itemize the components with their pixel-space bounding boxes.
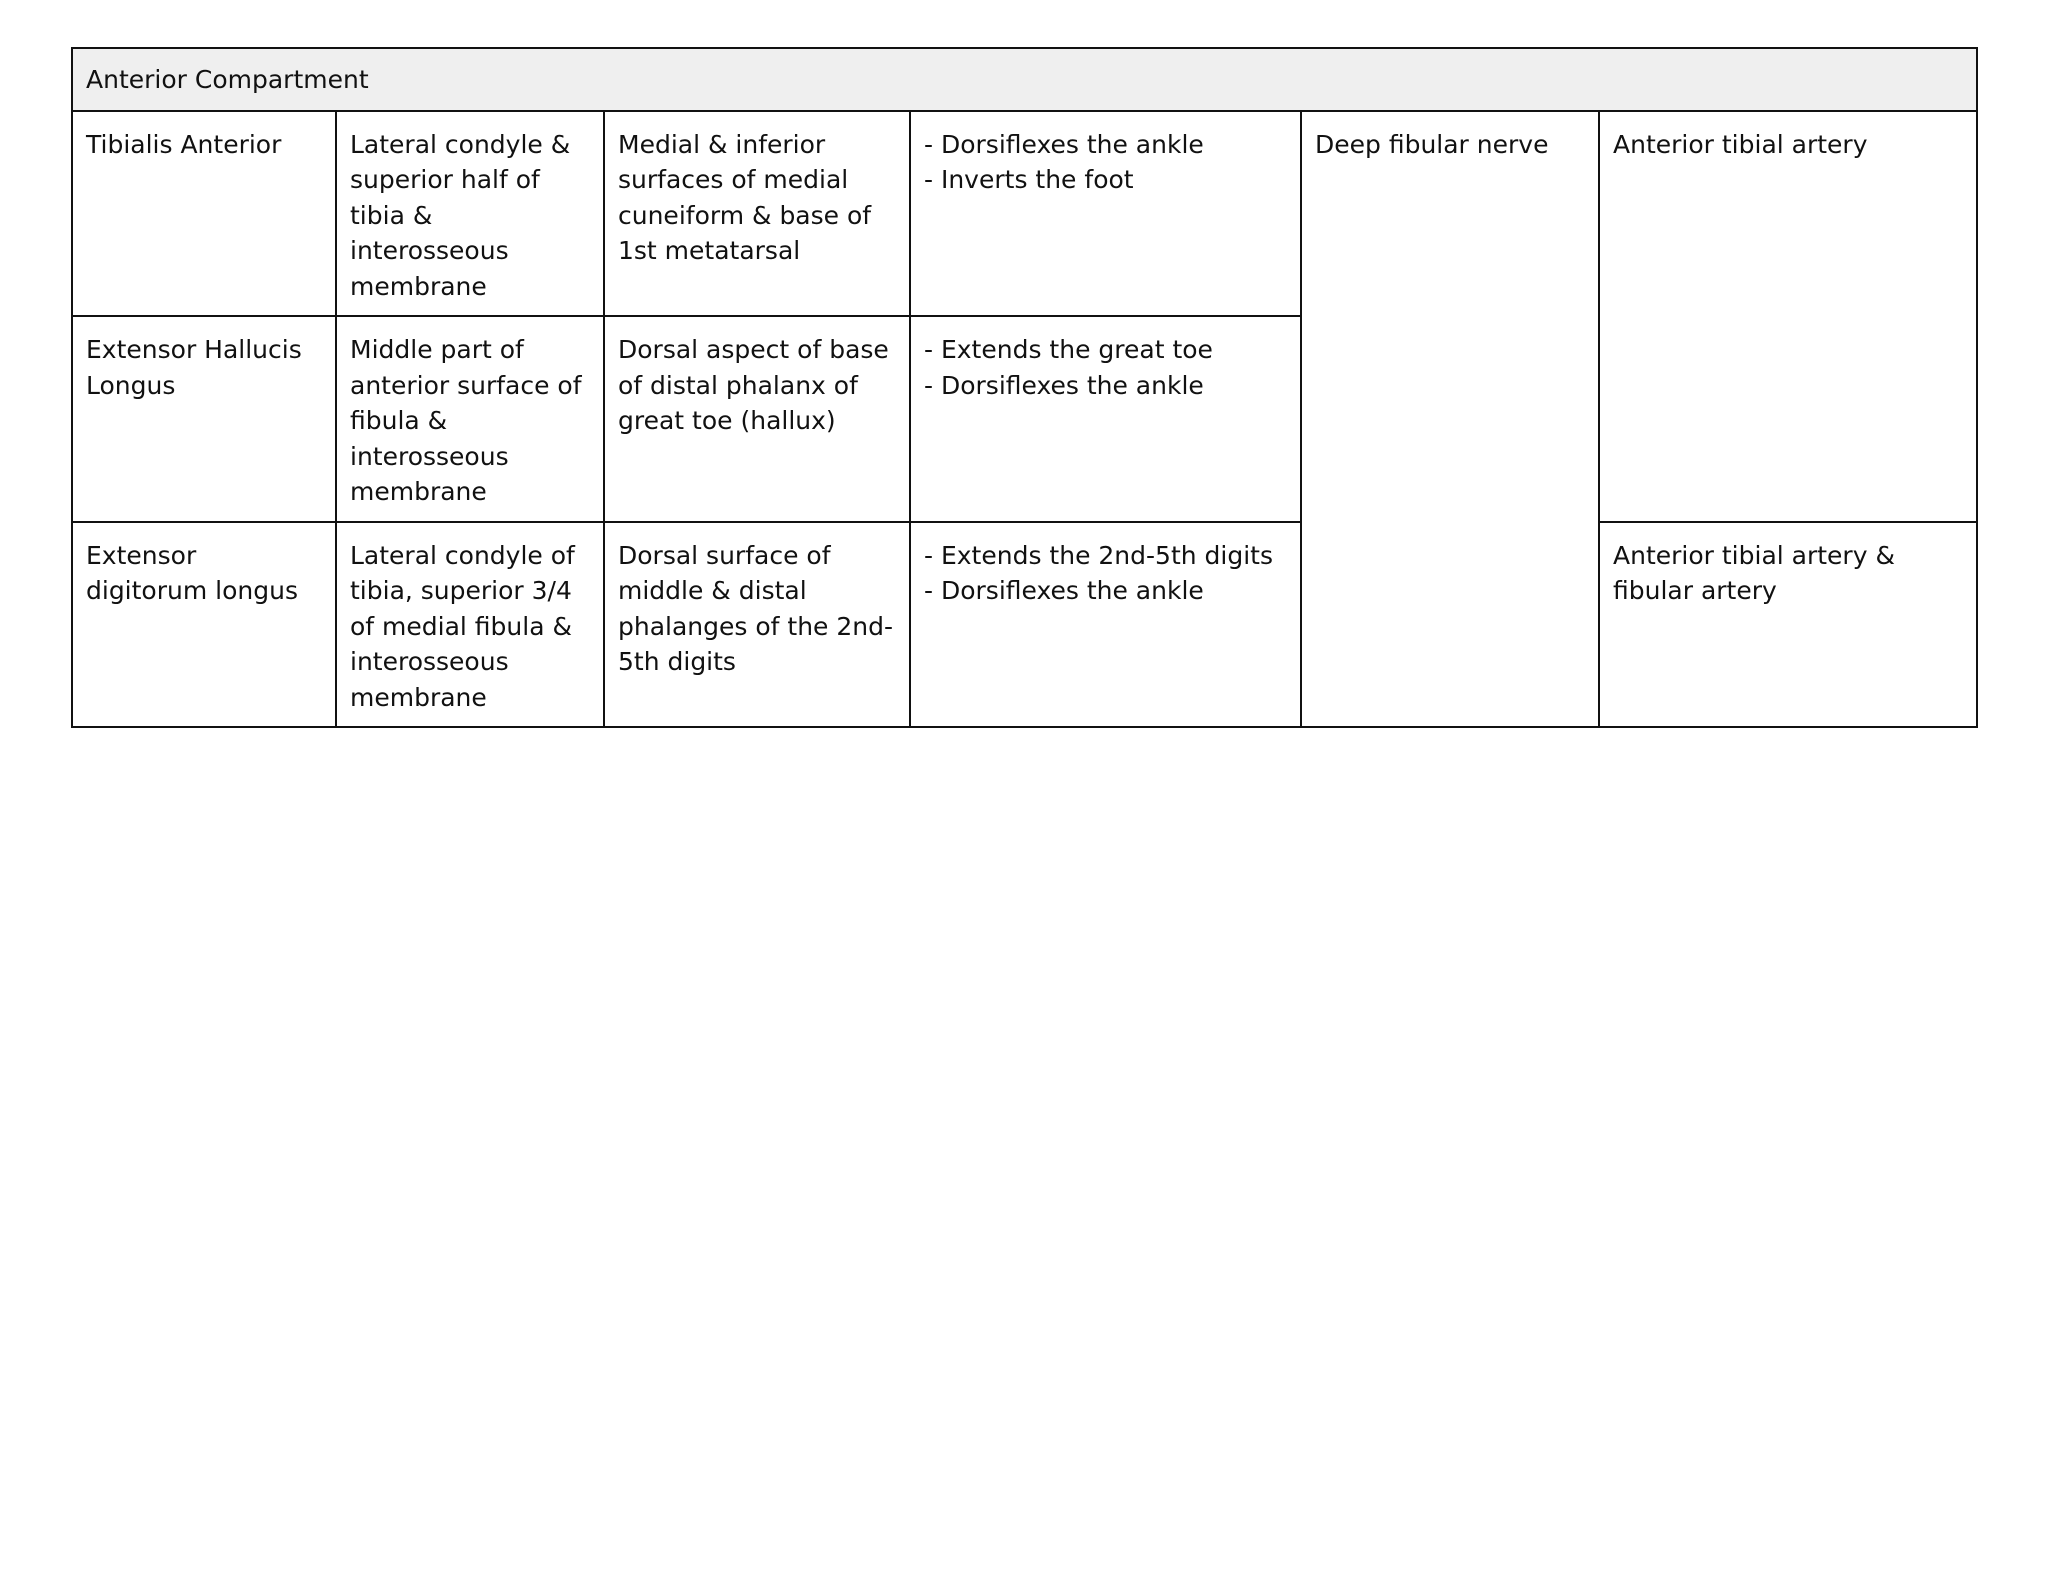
action-line: - Inverts the foot [924, 165, 1134, 194]
anterior-compartment-table [71, 47, 1978, 728]
origin-cell: Middle part of anterior surface of fibula & interosseous membrane [336, 316, 604, 522]
actions-cell [910, 522, 1301, 728]
table-row [72, 111, 1977, 317]
action-line: - Extends the 2nd-5th digits [924, 540, 1273, 570]
origin-cell: Lateral condyle & superior half of tibia & interosseous membrane [336, 111, 604, 317]
muscle-name: Extensor Hallucis Longus [72, 316, 336, 522]
action-line: - Dorsiflexes the ankle [924, 576, 1204, 605]
insertion-cell: Medial & inferior surfaces of medial cuneiform & base of 1st metatarsal [604, 111, 910, 317]
table-row [72, 522, 1977, 728]
muscle-name: Tibialis Anterior [72, 111, 336, 317]
insertion-cell: Dorsal aspect of base of distal phalanx of great toe (hallux) [604, 316, 910, 522]
innervation-cell: Deep fibular nerve [1301, 111, 1599, 728]
blood-supply-cell: Anterior tibial artery & fibular artery [1599, 522, 1977, 728]
muscle-name: Extensor digitorum longus [72, 522, 336, 728]
action-line: - Dorsiflexes the ankle [924, 129, 1204, 159]
section-title: Anterior Compartment [72, 48, 1977, 111]
actions-cell [910, 316, 1301, 522]
actions-cell [910, 111, 1301, 317]
action-line: - Extends the great toe [924, 335, 1213, 364]
action-line: - Dorsiflexes the ankle [924, 370, 1204, 400]
blood-supply-cell: Anterior tibial artery [1599, 111, 1977, 522]
insertion-cell: Dorsal surface of middle & distal phalanges of the 2nd-5th digits [604, 522, 910, 728]
origin-cell: Lateral condyle of tibia, superior 3/4 of medial fibula & interosseous membrane [336, 522, 604, 728]
section-header-row [72, 48, 1977, 111]
